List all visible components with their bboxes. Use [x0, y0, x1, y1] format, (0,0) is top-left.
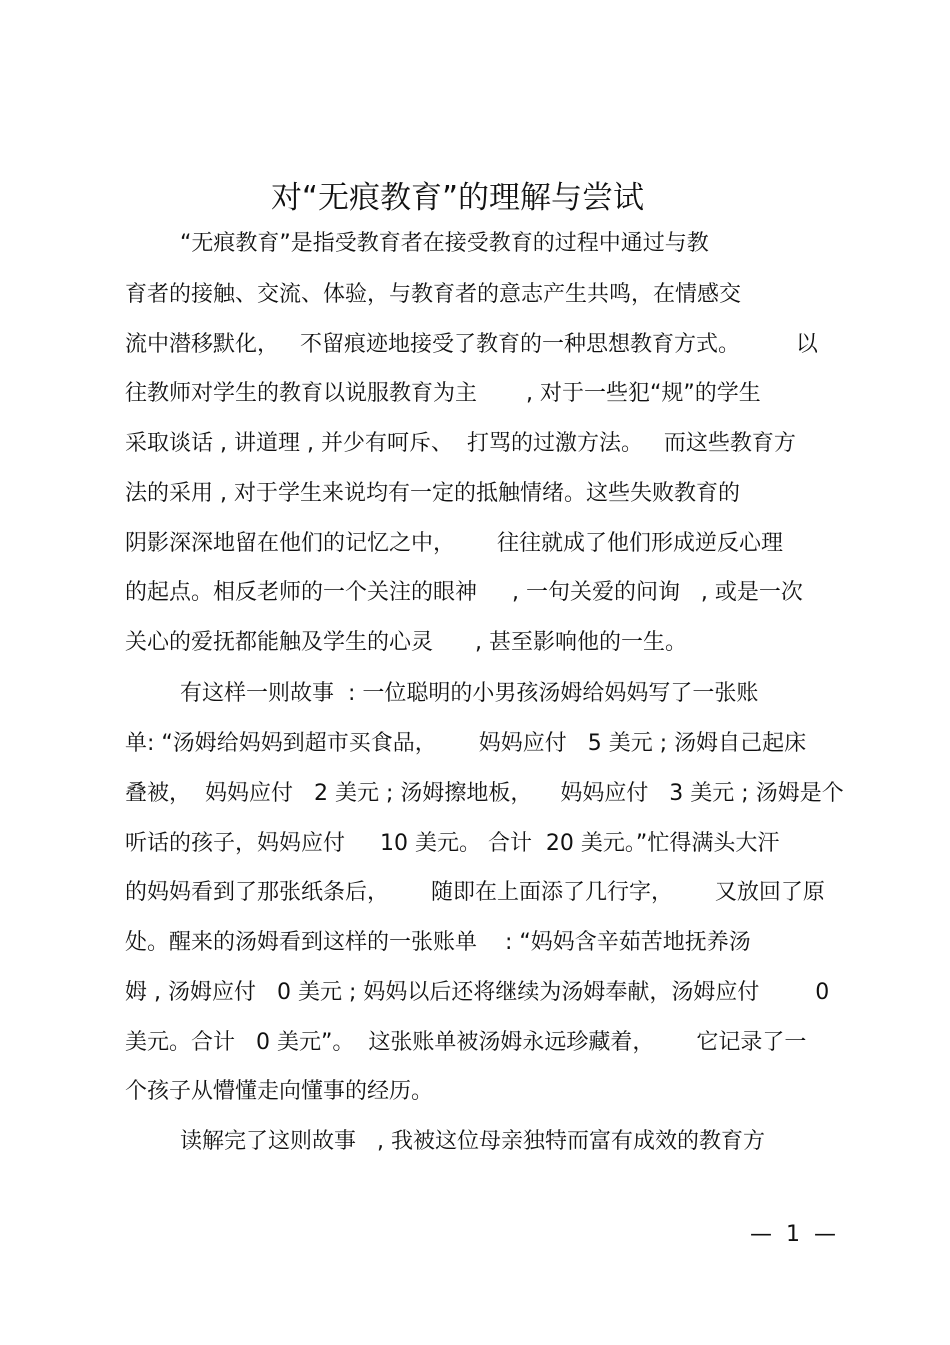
paragraph-line: 读解完了这则故事 , 我被这位母亲独特而富有成效的教育方 [180, 1129, 765, 1154]
paragraph-line: 的妈妈看到了那张纸条后， 随即在上面添了几行字， 又放回了原 [125, 880, 825, 905]
paragraph-line: 个孩子从懵懂走向懂事的经历。 [125, 1079, 434, 1104]
paragraph-line: 育者的接触、交流、体验，与教育者的意志产生共鸣，在情感交 [125, 282, 742, 307]
paragraph-line: 单: “汤姆给妈妈到超市买食品， 妈妈应付 5 美元 ; 汤姆自己起床 [125, 731, 807, 756]
paragraph-line: 关心的爱抚都能触及学生的心灵 , 甚至影响他的一生。 [125, 630, 687, 655]
paragraph-line: 有这样一则故事 : 一位聪明的小男孩汤姆给妈妈写了一张账 [180, 681, 759, 706]
paragraph-line: 阴影深深地留在他们的记忆之中， 往往就成了他们形成逆反心理 [125, 531, 783, 556]
paragraph-line: “无痕教育”是指受教育者在接受教育的过程中通过与教 [180, 231, 709, 256]
paragraph-line: 姆 , 汤姆应付 0 美元 ; 妈妈以后还将继续为汤姆奉献，汤姆应付 0 [125, 980, 830, 1005]
paragraph-line: 听话的孩子，妈妈应付 10 美元。 合计 20 美元。”忙得满头大汗 [125, 831, 780, 856]
paragraph-line: 往教师对学生的教育以说服教育为主 , 对于一些犯“规”的学生 [125, 381, 761, 406]
document-title: 对“无痕教育”的理解与尝试 [270, 180, 645, 216]
paragraph-line: 处。醒来的汤姆看到这样的一张账单 : “妈妈含辛茹苦地抚养汤 [125, 930, 751, 955]
paragraph-line: 法的采用 , 对于学生来说均有一定的抵触情绪。这些失败教育的 [125, 481, 740, 506]
paragraph-line: 的起点。相反老师的一个关注的眼神 , 一句关爱的问询 , 或是一次 [125, 580, 803, 605]
page-number: — 1 — [750, 1222, 836, 1247]
paragraph-line: 美元。合计 0 美元”。 这张账单被汤姆永远珍藏着， 它记录了一 [125, 1030, 807, 1055]
paragraph-line: 采取谈话 , 讲道理 , 并少有呵斥、 打骂的过激方法。 而这些教育方 [125, 431, 796, 456]
paragraph-line: 流中潜移默化， 不留痕迹地接受了教育的一种思想教育方式。 以 [125, 332, 818, 357]
paragraph-line: 叠被， 妈妈应付 2 美元 ; 汤姆擦地板， 妈妈应付 3 美元 ; 汤姆是个 [125, 781, 844, 806]
